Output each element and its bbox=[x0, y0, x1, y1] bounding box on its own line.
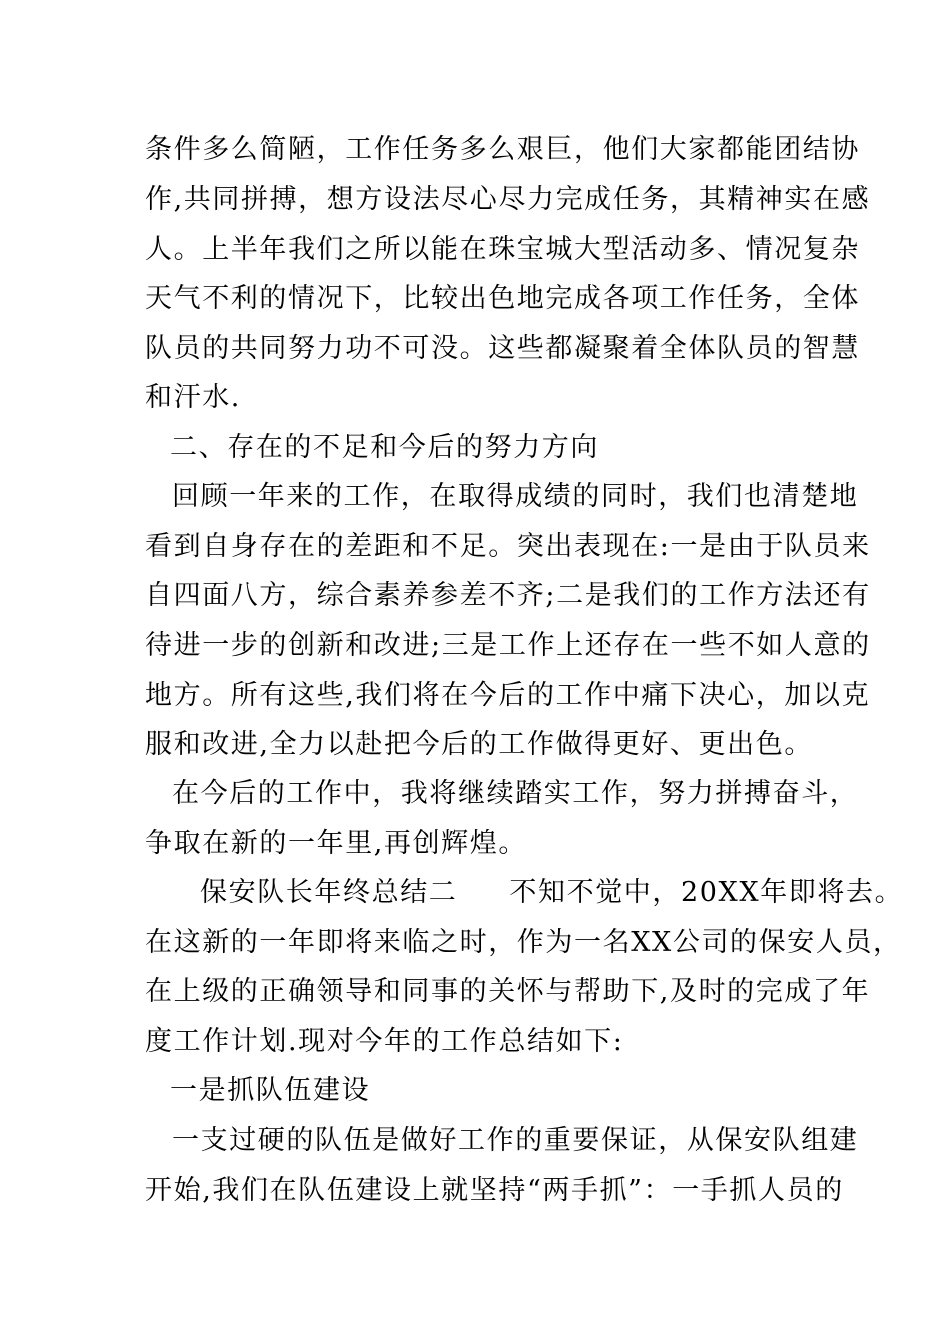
paragraph-line: 一支过硬的队伍是做好工作的重要保证，从保安队组建 bbox=[172, 1125, 859, 1156]
paragraph-line: 开始,我们在队伍建设上就坚持“两手抓”：一手抓人员的 bbox=[145, 1175, 844, 1206]
paragraph-line: 在上级的正确领导和同事的关怀与帮助下,及时的完成了年 bbox=[145, 976, 871, 1007]
paragraph-line: 自四面八方，综合素养参差不齐;二是我们的工作方法还有 bbox=[145, 580, 871, 611]
paragraph-line: 地方。所有这些,我们将在今后的工作中痛下决心，加以克 bbox=[145, 680, 871, 711]
paragraph-line: 在这新的一年即将来临之时，作为一名XX公司的保安人员， bbox=[145, 927, 902, 958]
paragraph-line: 争取在新的一年里,再创辉煌。 bbox=[145, 828, 527, 859]
section-heading: 二、存在的不足和今后的努力方向 bbox=[170, 432, 599, 463]
paragraph-line: 回顾一年来的工作，在取得成绩的同时，我们也清楚地 bbox=[172, 481, 859, 512]
paragraph-line: 天气不利的情况下，比较出色地完成各项工作任务，全体 bbox=[145, 283, 860, 314]
paragraph-line: 在今后的工作中，我将继续踏实工作，努力拼搏奋斗， bbox=[172, 778, 859, 809]
paragraph-line: 服和改进,全力以赴把今后的工作做得更好、更出色。 bbox=[145, 729, 813, 760]
paragraph-line: 待进一步的创新和改进;三是工作上还存在一些不如人意的 bbox=[145, 630, 871, 661]
section-heading: 一是抓队伍建设 bbox=[170, 1075, 371, 1106]
paragraph-line: 度工作计划.现对今年的工作总结如下: bbox=[145, 1026, 624, 1057]
paragraph-line: 条件多么简陋，工作任务多么艰巨，他们大家都能团结协 bbox=[145, 134, 860, 165]
paragraph-line: 看到自身存在的差距和不足。突出表现在:一是由于队员来 bbox=[145, 531, 871, 562]
section-title: 保安队长年终总结二 bbox=[200, 877, 458, 908]
paragraph-line: 人。上半年我们之所以能在珠宝城大型活动多、情况复杂 bbox=[145, 234, 860, 265]
paragraph-line: 作,共同拼搏，想方设法尽心尽力完成任务，其精神实在感 bbox=[145, 184, 871, 215]
paragraph-line: 和汗水. bbox=[145, 382, 241, 413]
paragraph-line bbox=[200, 873, 903, 913]
paragraph-line: 队员的共同努力功不可没。这些都凝聚着全体队员的智慧 bbox=[145, 333, 860, 364]
paragraph-text: 不知不觉中，20XX年即将去。 bbox=[509, 877, 904, 908]
